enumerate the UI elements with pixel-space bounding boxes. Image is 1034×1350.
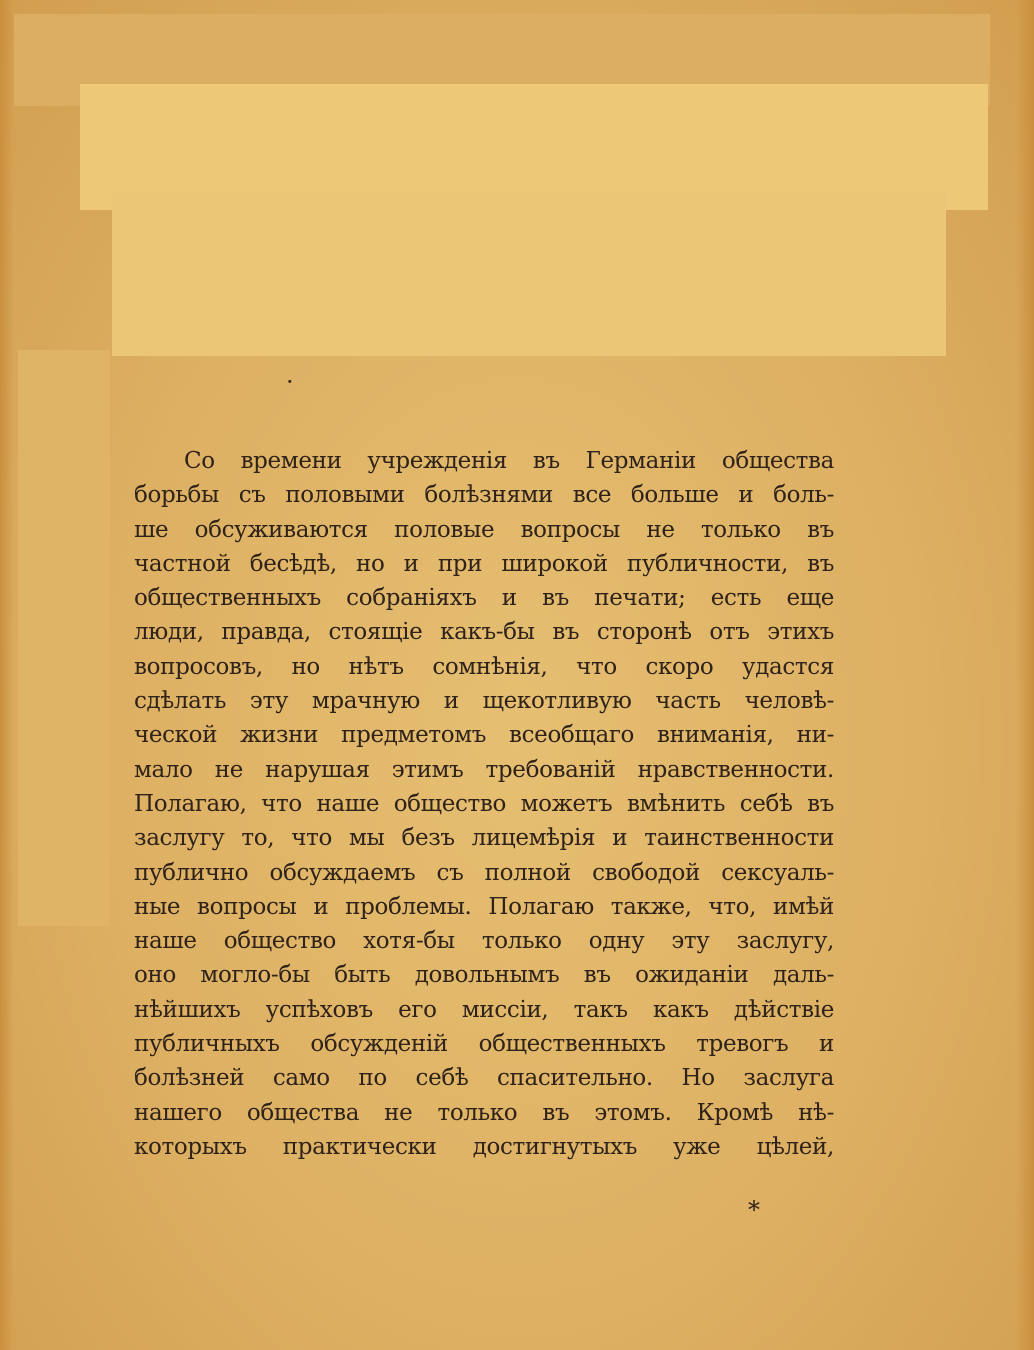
text-line: вопросовъ, но нѣтъ сомнѣнія, что скоро удастся: [134, 653, 834, 680]
text-line: сдѣлать эту мрачную и щекотливую часть человѣ-: [134, 688, 834, 715]
text-line: заслугу то, что мы безъ лицемѣрія и таинственности: [134, 825, 834, 852]
text-line: ше обсуживаются половые вопросы не только въ: [134, 516, 834, 543]
text-line: борьбы съ половыми болѣзнями все больше и боль-: [134, 482, 834, 509]
text-line: которыхъ практически достигнутыхъ уже цѣлей,: [134, 1133, 834, 1160]
text-line: мало не нарушая этимъ требованій нравственности.: [134, 756, 834, 783]
text-line: публичныхъ обсужденій общественныхъ тревогъ и: [134, 1031, 834, 1058]
redaction-left-strip: [18, 350, 110, 926]
text-line: частной бесѣдѣ, но и при широкой публичности, въ: [134, 550, 834, 577]
text-line: ческой жизни предметомъ всеобщаго вниманія, ни-: [134, 722, 834, 749]
page-left-edge: [0, 0, 14, 1350]
text-line: нѣйшихъ успѣховъ его миссіи, такъ какъ дѣйствіе: [134, 996, 834, 1023]
text-line: болѣзней само по себѣ спасительно. Но заслуга: [134, 1065, 834, 1092]
text-line: Полагаю, что наше общество можетъ вмѣнить себѣ въ: [134, 790, 834, 817]
text-line: наше общество хотя-бы только одну эту заслугу,: [134, 928, 834, 955]
redaction-block: [112, 192, 946, 356]
marker-dot: ·: [286, 368, 294, 396]
text-line: ные вопросы и проблемы. Полагаю также, что, имѣй: [134, 893, 834, 920]
body-paragraph: [134, 444, 834, 1164]
text-line: публично обсуждаемъ съ полной свободой сексуаль-: [134, 859, 834, 886]
text-line: оно могло-бы быть довольнымъ въ ожиданіи даль-: [134, 962, 834, 989]
text-line: Со времени учрежденія въ Германіи общества: [184, 448, 834, 474]
text-line: нашего общества не только въ этомъ. Кромѣ нѣ-: [134, 1099, 834, 1126]
page-right-edge: [1016, 0, 1034, 1350]
text-line: люди, правда, стоящіе какъ-бы въ сторонѣ отъ этихъ: [134, 619, 834, 646]
footer-asterisk: *: [748, 1196, 760, 1224]
text-line: общественныхъ собраніяхъ и въ печати; есть еще: [134, 585, 834, 612]
